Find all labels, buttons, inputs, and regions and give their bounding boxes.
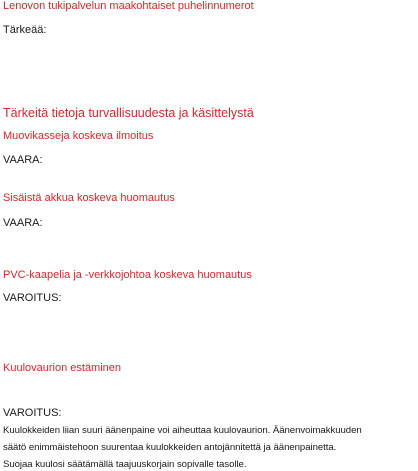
pvc-cable-warning-label: VAROITUS: bbox=[3, 292, 62, 304]
battery-danger-label: VAARA: bbox=[3, 217, 43, 229]
pvc-cable-heading: PVC-kaapelia ja -verkkojohtoa koskeva huomautus bbox=[3, 269, 252, 281]
important-label: Tärkeää: bbox=[3, 24, 47, 36]
hearing-warning-label: VAROITUS: bbox=[3, 407, 62, 419]
battery-heading: Sisäistä akkua koskeva huomautus bbox=[3, 192, 175, 204]
plastic-bag-danger-label: VAARA: bbox=[3, 154, 43, 166]
hearing-line-2: säätö enimmäistehoon suurentaa kuulokkeiden antojännitettä ja äänenpainetta. bbox=[3, 442, 337, 453]
hearing-title: Kuulovaurion estäminen bbox=[3, 362, 122, 374]
hearing-line-1: Kuulokkeiden liian suuri äänenpaine voi aiheuttaa kuulovaurion. Äänenvoimakkuuden bbox=[3, 425, 362, 436]
hearing-line-3: Suojaa kuulosi säätämällä taajuuskorjain sopivalle tasolle. bbox=[3, 459, 247, 470]
safety-title: Tärkeitä tietoja turvallisuudesta ja käsittelystä bbox=[3, 106, 254, 120]
support-numbers-link[interactable]: Lenovon tukipalvelun maakohtaiset puhelinnumerot bbox=[3, 0, 254, 12]
plastic-bag-heading: Muovikasseja koskeva ilmoitus bbox=[3, 130, 154, 142]
